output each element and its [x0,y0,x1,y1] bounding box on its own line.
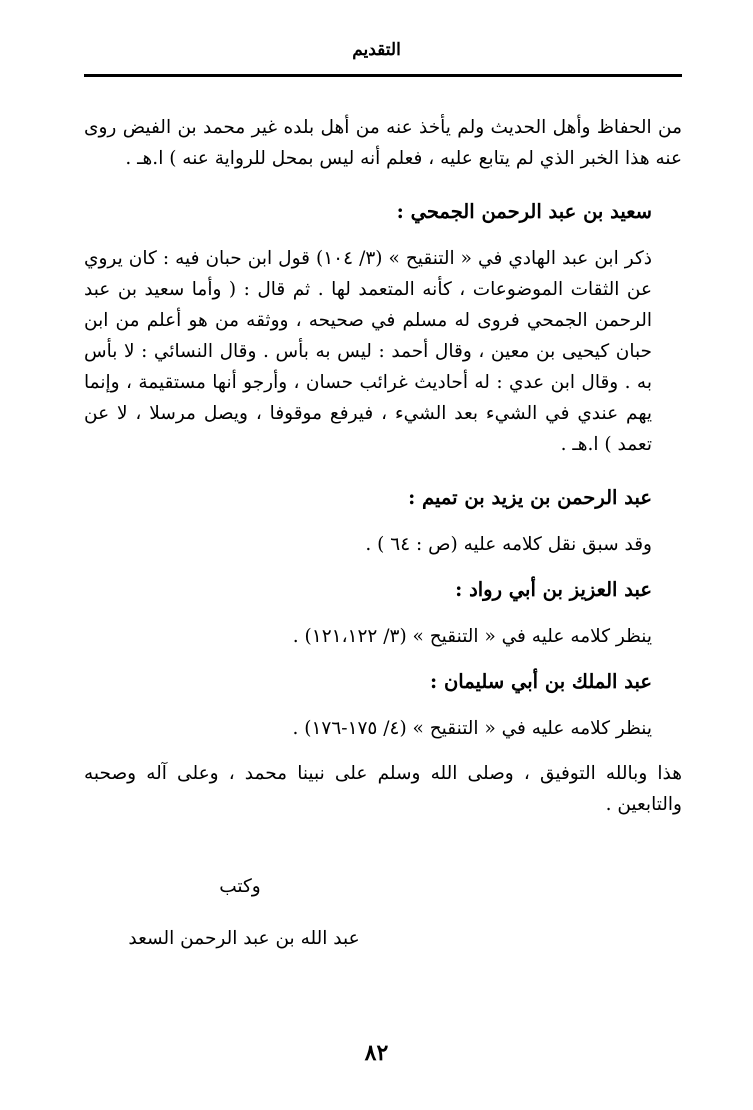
author-signature: عبد الله بن عبد الرحمن السعد [128,928,360,949]
section-heading-abdulmalik: عبد الملك بن أبي سليمان : [429,670,652,693]
closing-wakatab: وكتب [219,876,261,897]
section-heading-saeed: سعيد بن عبد الرحمن الجمحي : [396,200,652,223]
paragraph-abdulaziz: ينظر كلامه عليه في « التنقيح » (٣/ ١٢١،١٢٢) . [292,626,652,647]
paragraph-abdulmalik: ينظر كلامه عليه في « التنقيح » (٤/ ١٧٥-١٧٦) . [292,718,652,739]
spacer [84,460,682,474]
section-heading-abdulrahman: عبد الرحمن بن يزيد بن تميم : [408,486,652,509]
section-heading-abdulaziz: عبد العزيز بن أبي رواد : [455,578,652,601]
paragraph-continuation: من الحفاظ وأهل الحديث ولم يأخذ عنه من أهل بلده غير محمد بن الفيض روى عنه هذا الخبر الذي لم يتابع عليه ، فعلم أنه ليس بمحل للرواية عنه ) ا.هـ . [84,117,682,169]
running-head: التقديم [352,40,401,60]
paragraph-abdulrahman: وقد سبق نقل كلامه عليه (ص : ٦٤ ) . [365,534,652,555]
paragraph-closing: هذا وبالله التوفيق ، وصلى الله وسلم على نبينا محمد ، وعلى آله وصحبه والتابعين . [84,763,682,815]
spacer [84,174,682,188]
paragraph-saeed: ذكر ابن عبد الهادي في « التنقيح » (٣/ ١٠٤) قول ابن حبان فيه : كان يروي عن الثقات الموضوعات ، كأنه المتعمد لها . ثم قال : ( وأما سعيد بن عبد الرحمن الجمحي فروى له مسلم في صحيحه ، ووثقه من هو أعلم من ابن حبان كيحيى بن معين ، وقال أحمد : ليس به بأس . وقال النسائي : لا بأس به . وقال ابن عدي : له أحاديث غرائب حسان ، وأرجو أنها مستقيمة ، وإنما يهم عندي في الشيء بعد الشيء ، فيرفع موقوفا ، ويصل مرسلا ، لا عن تعمد ) ا.هـ . [84,248,653,455]
body-text [84,112,682,820]
page-number: ٨٢ [364,1040,389,1066]
header-rule [84,74,682,77]
